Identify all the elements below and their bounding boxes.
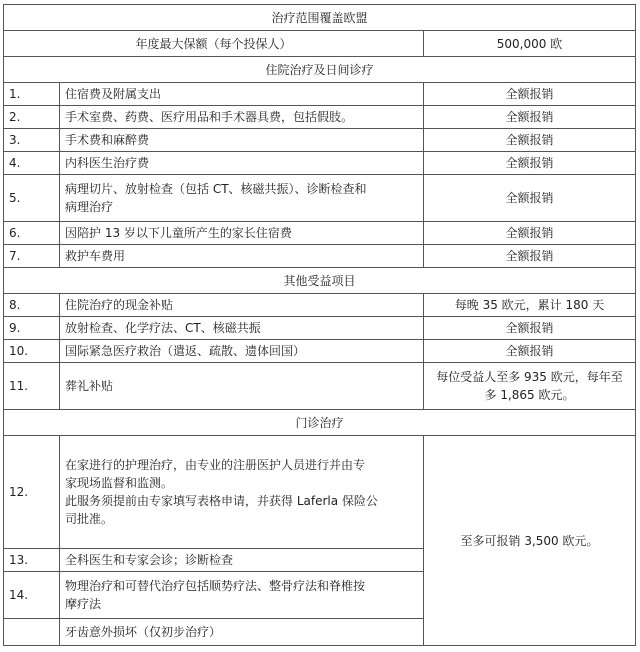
row-item-line: 司批准。: [65, 512, 114, 526]
row-item: [60, 436, 424, 549]
table-title: 治疗范围覆盖欧盟: [4, 5, 636, 31]
row-item-line: 家现场监督和监测。: [65, 476, 174, 490]
row-number: 1.: [4, 83, 60, 106]
row-number: 12.: [4, 436, 60, 549]
row-item: [60, 175, 424, 222]
section-heading-outpatient: 门诊治疗: [4, 410, 636, 436]
table-row: [4, 294, 636, 317]
row-item-line: 摩疗法: [65, 597, 102, 611]
row-amount: 全额报销: [424, 152, 636, 175]
row-item: 葬礼补贴: [60, 363, 424, 410]
table-row: [4, 340, 636, 363]
row-number: 2.: [4, 106, 60, 129]
row-item: 手术室费、药费、医疗用品和手术器具费，包括假肢。: [60, 106, 424, 129]
table-row: [4, 152, 636, 175]
row-item-line: 病理治疗: [65, 200, 114, 214]
row-number: [4, 619, 60, 646]
outpatient-shared-amount: 至多可报销 3,500 欧元。: [424, 436, 636, 646]
row-amount: 全额报销: [424, 317, 636, 340]
row-number: 7.: [4, 245, 60, 268]
section-heading-inpatient: 住院治疗及日间诊疗: [4, 57, 636, 83]
table-row: [4, 363, 636, 410]
row-item: 国际紧急医疗救治（遣返、疏散、遗体回国）: [60, 340, 424, 363]
row-number: 5.: [4, 175, 60, 222]
section-heading-other-benefits: 其他受益项目: [4, 268, 636, 294]
row-item: 内科医生治疗费: [60, 152, 424, 175]
table-row: [4, 317, 636, 340]
row-number: 6.: [4, 222, 60, 245]
row-amount-line: 每位受益人至多 935 欧元，每年至: [436, 370, 623, 384]
row-amount: [424, 363, 636, 410]
section-heading-row: [4, 57, 636, 83]
row-number: 9.: [4, 317, 60, 340]
row-amount: 全额报销: [424, 83, 636, 106]
row-amount-line: 多 1,865 欧元。: [484, 388, 575, 402]
row-item: 牙齿意外损坏（仅初步治疗）: [60, 619, 424, 646]
table-row: [4, 83, 636, 106]
row-number: 3.: [4, 129, 60, 152]
row-amount: 每晚 35 欧元，累计 180 天: [424, 294, 636, 317]
section-heading-row: [4, 410, 636, 436]
row-item: 救护车费用: [60, 245, 424, 268]
row-amount: 全额报销: [424, 129, 636, 152]
table-row: [4, 129, 636, 152]
row-item: 因陪护 13 岁以下儿童所产生的家长住宿费: [60, 222, 424, 245]
row-amount: 全额报销: [424, 222, 636, 245]
row-item: 放射检查、化学疗法、CT、核磁共振: [60, 317, 424, 340]
annual-max-value: 500,000 欧: [424, 31, 636, 57]
annual-max-row: [4, 31, 636, 57]
table-row: [4, 106, 636, 129]
row-item: [60, 572, 424, 619]
table-row: [4, 175, 636, 222]
row-item-line: 病理切片、放射检查（包括 CT、核磁共振）、诊断检查和: [65, 182, 367, 196]
row-number: 8.: [4, 294, 60, 317]
row-amount: 全额报销: [424, 175, 636, 222]
row-amount: 全额报销: [424, 245, 636, 268]
annual-max-label: 年度最大保额（每个投保人）: [4, 31, 424, 57]
row-item: 住院治疗的现金补贴: [60, 294, 424, 317]
row-amount: 全额报销: [424, 340, 636, 363]
row-item-line: 此服务须提前由专家填写表格申请，并获得 Laferla 保险公: [65, 494, 378, 508]
row-item-line: 在家进行的护理治疗，由专业的注册医护人员进行并由专: [65, 458, 366, 472]
row-number: 4.: [4, 152, 60, 175]
table-row: [4, 222, 636, 245]
row-item: 住宿费及附属支出: [60, 83, 424, 106]
table-title-row: [4, 5, 636, 31]
table-row: [4, 436, 636, 549]
coverage-table: [3, 4, 636, 646]
row-number: 14.: [4, 572, 60, 619]
row-number: 11.: [4, 363, 60, 410]
row-amount: 全额报销: [424, 106, 636, 129]
section-heading-row: [4, 268, 636, 294]
row-item-line: 物理治疗和可替代治疗包括顺势疗法、整骨疗法和脊椎按: [65, 579, 366, 593]
row-item: 手术费和麻醉费: [60, 129, 424, 152]
row-item: 全科医生和专家会诊；诊断检查: [60, 549, 424, 572]
row-number: 10.: [4, 340, 60, 363]
row-number: 13.: [4, 549, 60, 572]
table-row: [4, 245, 636, 268]
